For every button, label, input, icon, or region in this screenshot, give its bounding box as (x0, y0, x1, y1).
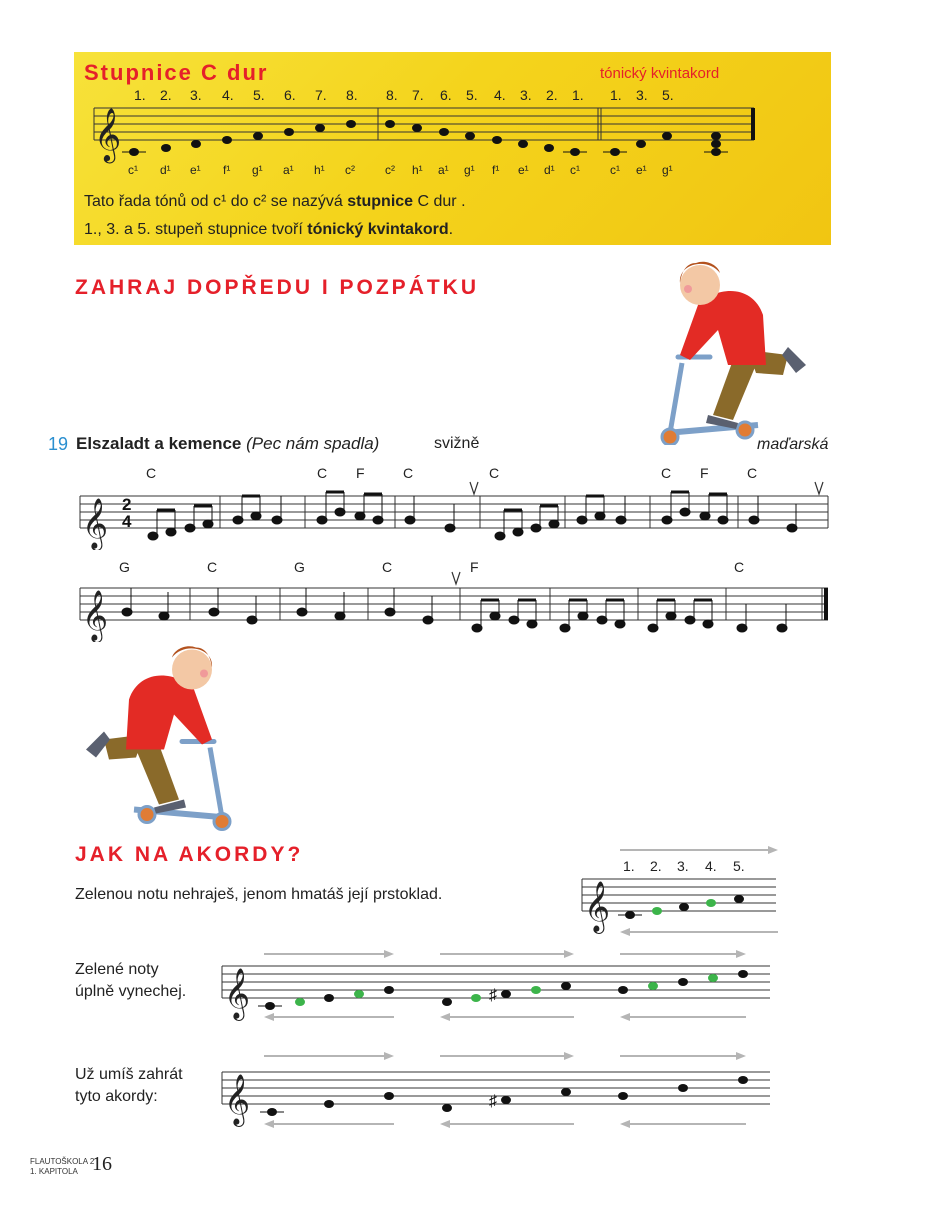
song-staff-row2 (70, 552, 840, 642)
scale-title: Stupnice C dur (84, 60, 269, 85)
svg-text:d¹: d¹ (160, 163, 171, 177)
svg-text:C: C (661, 465, 672, 481)
svg-text:1.: 1. (610, 87, 622, 103)
song-staff-row1 (70, 460, 840, 550)
song-title: Elszaladt a kemence (76, 434, 242, 453)
fingering-example-staff (578, 845, 780, 940)
song-tempo: svižně (434, 435, 480, 452)
svg-text:d¹: d¹ (544, 163, 555, 177)
scale-staff (74, 52, 831, 245)
page-number: 16 (92, 1153, 112, 1175)
svg-text:a¹: a¹ (283, 163, 294, 177)
svg-text:e¹: e¹ (518, 163, 529, 177)
svg-text:c¹: c¹ (610, 163, 620, 177)
degree-label: 1. (134, 87, 146, 103)
svg-text:4.: 4. (494, 87, 506, 103)
treble-clef-icon: 𝄞 (82, 499, 109, 548)
svg-text:C: C (403, 465, 414, 481)
svg-text:g¹: g¹ (464, 163, 475, 177)
svg-text:3.: 3. (520, 87, 532, 103)
instruction-skip-green: Zelené noty úplně vynechej. (75, 961, 187, 1000)
chords-intro-text: Zelenou notu nehraješ, jenom hmatáš její prstoklad. (75, 886, 443, 903)
chords-staff-final (218, 1052, 773, 1130)
chord-subtitle: tónický kvintakord (600, 65, 720, 82)
svg-text:F: F (356, 465, 365, 481)
svg-text:C: C (207, 559, 218, 575)
svg-text:♯: ♯ (489, 1093, 497, 1110)
svg-text:c¹: c¹ (570, 163, 580, 177)
scale-description-line1: Tato řada tónů od c¹ do c² se nazývá stupnice C dur . (84, 193, 466, 210)
svg-text:F: F (700, 465, 709, 481)
svg-text:h¹: h¹ (412, 163, 423, 177)
svg-text:G: G (294, 559, 305, 575)
svg-text:f¹: f¹ (492, 163, 500, 177)
svg-text:h¹: h¹ (314, 163, 325, 177)
svg-text:c²: c² (385, 163, 395, 177)
scale-description-line2: 1., 3. a 5. stupeň stupnice tvoří tónický kvintakord. (84, 221, 454, 238)
song-subtitle: (Pec nám spadla) (246, 434, 380, 453)
chord-symbol: C (146, 465, 157, 481)
svg-text:♯: ♯ (489, 987, 497, 1004)
svg-text:6.: 6. (440, 87, 452, 103)
svg-text:1.: 1. (572, 87, 584, 103)
svg-text:C: C (489, 465, 500, 481)
svg-text:c¹: c¹ (128, 163, 138, 177)
svg-text:g¹: g¹ (252, 163, 263, 177)
svg-text:3.: 3. (636, 87, 648, 103)
svg-text:g¹: g¹ (662, 163, 673, 177)
svg-text:3.: 3. (190, 87, 202, 103)
svg-text:C: C (382, 559, 393, 575)
svg-text:8.: 8. (346, 87, 358, 103)
svg-text:2.: 2. (546, 87, 558, 103)
section-heading-chords: JAK NA AKORDY? (75, 843, 304, 866)
svg-text:2.: 2. (160, 87, 172, 103)
svg-text:F: F (470, 559, 479, 575)
boy-on-scooter-illustration (78, 632, 244, 837)
instruction-chords-learned: Už umíš zahrát tyto akordy: (75, 1066, 183, 1105)
boy-on-scooter-illustration (648, 255, 814, 445)
svg-text:5.: 5. (662, 87, 674, 103)
chords-staff-with-green (218, 950, 773, 1022)
svg-text:c²: c² (345, 163, 355, 177)
svg-text:e¹: e¹ (636, 163, 647, 177)
svg-text:2.: 2. (650, 858, 662, 874)
svg-text:5.: 5. (466, 87, 478, 103)
svg-text:3.: 3. (677, 858, 689, 874)
svg-text:4.: 4. (222, 87, 234, 103)
svg-text:C: C (747, 465, 758, 481)
svg-text:7.: 7. (315, 87, 327, 103)
treble-clef-icon: 𝄞 (82, 591, 109, 640)
section-heading-forward-backward: ZAHRAJ DOPŘEDU I POZPÁTKU (75, 276, 480, 299)
svg-text:C: C (734, 559, 745, 575)
svg-text:4.: 4. (705, 858, 717, 874)
song-number: 19 (48, 434, 69, 454)
svg-text:8.: 8. (386, 87, 398, 103)
treble-clef-icon: 𝄞 (224, 969, 251, 1018)
svg-text:a¹: a¹ (438, 163, 449, 177)
svg-text:5.: 5. (253, 87, 265, 103)
svg-text:f¹: f¹ (223, 163, 231, 177)
svg-text:e¹: e¹ (190, 163, 201, 177)
song-origin: maďarská (757, 436, 829, 453)
chord-symbol: G (119, 559, 130, 575)
treble-clef-icon: 𝄞 (584, 882, 611, 931)
treble-clef-icon: 𝄞 (94, 108, 122, 160)
time-signature-bottom: 4 (122, 512, 132, 531)
svg-text:5.: 5. (733, 858, 745, 874)
footer-book-info: FLAUTOŠKOLA 2 1. KAPITOLA (30, 1157, 95, 1176)
treble-clef-icon: 𝄞 (224, 1075, 251, 1124)
svg-text:C: C (317, 465, 328, 481)
svg-text:6.: 6. (284, 87, 296, 103)
degree-label: 1. (623, 858, 635, 874)
song-heading (76, 434, 379, 454)
svg-text:7.: 7. (412, 87, 424, 103)
time-signature-top: 2 (122, 495, 132, 514)
